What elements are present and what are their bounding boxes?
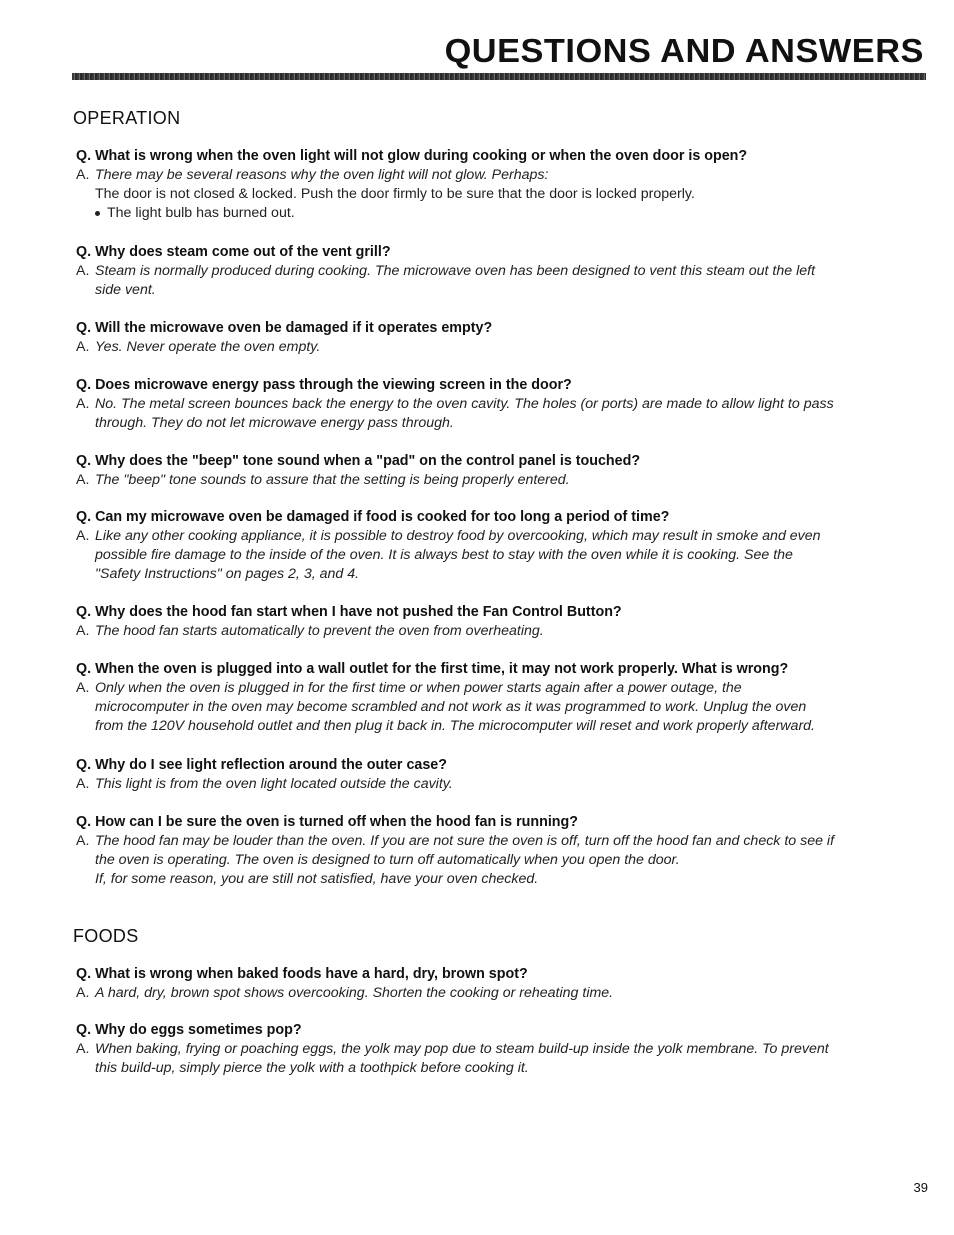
page-title: QUESTIONS AND ANSWERS xyxy=(444,32,924,69)
answer-label: A. xyxy=(76,167,90,183)
answer-line: this build-up, simply pierce the yolk with a toothpick before cooking it. xyxy=(95,1060,529,1076)
answer-label: A. xyxy=(76,985,90,1001)
question: Q. How can I be sure the oven is turned off when the hood fan is running? xyxy=(76,814,579,830)
answer xyxy=(76,832,931,889)
answer-line: from the 120V household outlet and then plug it back in. The microcomputer will reset and work properly afterward. xyxy=(95,718,815,734)
answer-line: There may be several reasons why the oven light will not glow. Perhaps: xyxy=(95,167,549,183)
answer-label: A. xyxy=(76,833,90,849)
question: Q. What is wrong when baked foods have a hard, dry, brown spot? xyxy=(76,966,528,982)
qa-item xyxy=(76,508,931,584)
operation-qa-list xyxy=(76,147,931,889)
answer-line: side vent. xyxy=(95,282,156,298)
question: Q. Can my microwave oven be damaged if food is cooked for too long a period of time? xyxy=(76,509,670,525)
answer xyxy=(76,166,931,223)
qa-item xyxy=(76,813,931,889)
qa-item xyxy=(76,1021,931,1078)
qa-item xyxy=(76,603,931,641)
answer-line: through. They do not let microwave energy pass through. xyxy=(95,415,454,431)
qa-item xyxy=(76,660,931,736)
page-number: 39 xyxy=(913,1180,928,1195)
answer xyxy=(76,262,931,300)
answer-line: When baking, frying or poaching eggs, the yolk may pop due to steam build-up inside the yolk membrane. To prevent xyxy=(95,1041,829,1057)
answer-line: The hood fan starts automatically to prevent the oven from overheating. xyxy=(95,623,544,639)
answer-label: A. xyxy=(76,339,90,355)
answer-line: A hard, dry, brown spot shows overcooking. Shorten the cooking or reheating time. xyxy=(95,985,614,1001)
answer xyxy=(76,622,931,641)
answer-label: A. xyxy=(76,472,90,488)
answer xyxy=(76,471,931,490)
question: Q. Why do I see light reflection around the outer case? xyxy=(76,757,447,773)
question: Q. Why do eggs sometimes pop? xyxy=(76,1022,302,1038)
answer xyxy=(76,775,931,794)
answer-label: A. xyxy=(76,776,90,792)
answer-label: A. xyxy=(76,396,90,412)
answer-line: No. The metal screen bounces back the energy to the oven cavity. The holes (or ports) are made to allow light to pass xyxy=(95,396,834,412)
answer-line: "Safety Instructions" on pages 2, 3, and 4. xyxy=(95,566,360,582)
answer-label: A. xyxy=(76,680,90,696)
question: Q. Why does the "beep" tone sound when a "pad" on the control panel is touched? xyxy=(76,453,641,469)
answer-label: A. xyxy=(76,1041,90,1057)
answer-line: possible fire damage to the inside of the oven. It is always best to stay with the oven while it is cooking. See the xyxy=(95,547,793,563)
qa-item xyxy=(76,243,931,300)
answer-line: Steam is normally produced during cooking. The microwave oven has been designed to vent this steam out the left xyxy=(95,263,816,279)
question: Q. What is wrong when the oven light will not glow during cooking or when the oven door is open? xyxy=(76,148,748,164)
answer-line: The hood fan may be louder than the oven. If you are not sure the oven is off, turn off the hood fan and check to see if xyxy=(95,833,835,849)
question: Q. Why does the hood fan start when I have not pushed the Fan Control Button? xyxy=(76,604,622,620)
answer xyxy=(76,527,931,584)
answer-line: The door is not closed & locked. Push the door firmly to be sure that the door is locked properly. xyxy=(95,186,695,202)
qa-item xyxy=(76,147,931,223)
answer-label: A. xyxy=(76,263,90,279)
answer-line: Only when the oven is plugged in for the first time or when power starts again after a power outage, the xyxy=(95,680,742,696)
answer-line: This light is from the oven light located outside the cavity. xyxy=(95,776,453,792)
answer xyxy=(76,679,931,736)
qa-item xyxy=(76,376,931,433)
qa-item xyxy=(76,452,931,490)
answer xyxy=(76,338,931,357)
answer-line: Like any other cooking appliance, it is possible to destroy food by overcooking, which may result in smoke and even xyxy=(95,528,821,544)
answer-line: the oven is operating. The oven is designed to turn off automatically when you open the door. xyxy=(95,852,680,868)
answer-line: If, for some reason, you are still not satisfied, have your oven checked. xyxy=(95,871,539,887)
question: Q. Will the microwave oven be damaged if it operates empty? xyxy=(76,320,493,336)
answer-line: microcomputer in the oven may become scrambled and not work as it was programmed to work. Unplug the oven xyxy=(95,699,807,715)
title-rule xyxy=(72,73,926,80)
answer-label: A. xyxy=(76,528,90,544)
answer xyxy=(76,1040,931,1078)
answer-label: A. xyxy=(76,623,90,639)
question: Q. Does microwave energy pass through the viewing screen in the door? xyxy=(76,377,572,393)
qa-item xyxy=(76,965,931,1003)
section-heading-operation: OPERATION xyxy=(73,108,181,128)
answer xyxy=(76,984,931,1003)
answer xyxy=(76,395,931,433)
foods-qa-list xyxy=(76,965,931,1078)
bullet-item xyxy=(95,204,931,223)
qa-item xyxy=(76,319,931,357)
answer-line: The "beep" tone sounds to assure that the setting is being properly entered. xyxy=(95,472,570,488)
qa-item xyxy=(76,756,931,794)
section-heading-foods: FOODS xyxy=(73,926,139,946)
question: Q. Why does steam come out of the vent grill? xyxy=(76,244,391,260)
question: Q. When the oven is plugged into a wall outlet for the first time, it may not work properly. What is wrong? xyxy=(76,661,789,677)
bullet-icon xyxy=(95,211,100,216)
bullet-text: The light bulb has burned out. xyxy=(107,205,295,221)
answer-line: Yes. Never operate the oven empty. xyxy=(95,339,321,355)
